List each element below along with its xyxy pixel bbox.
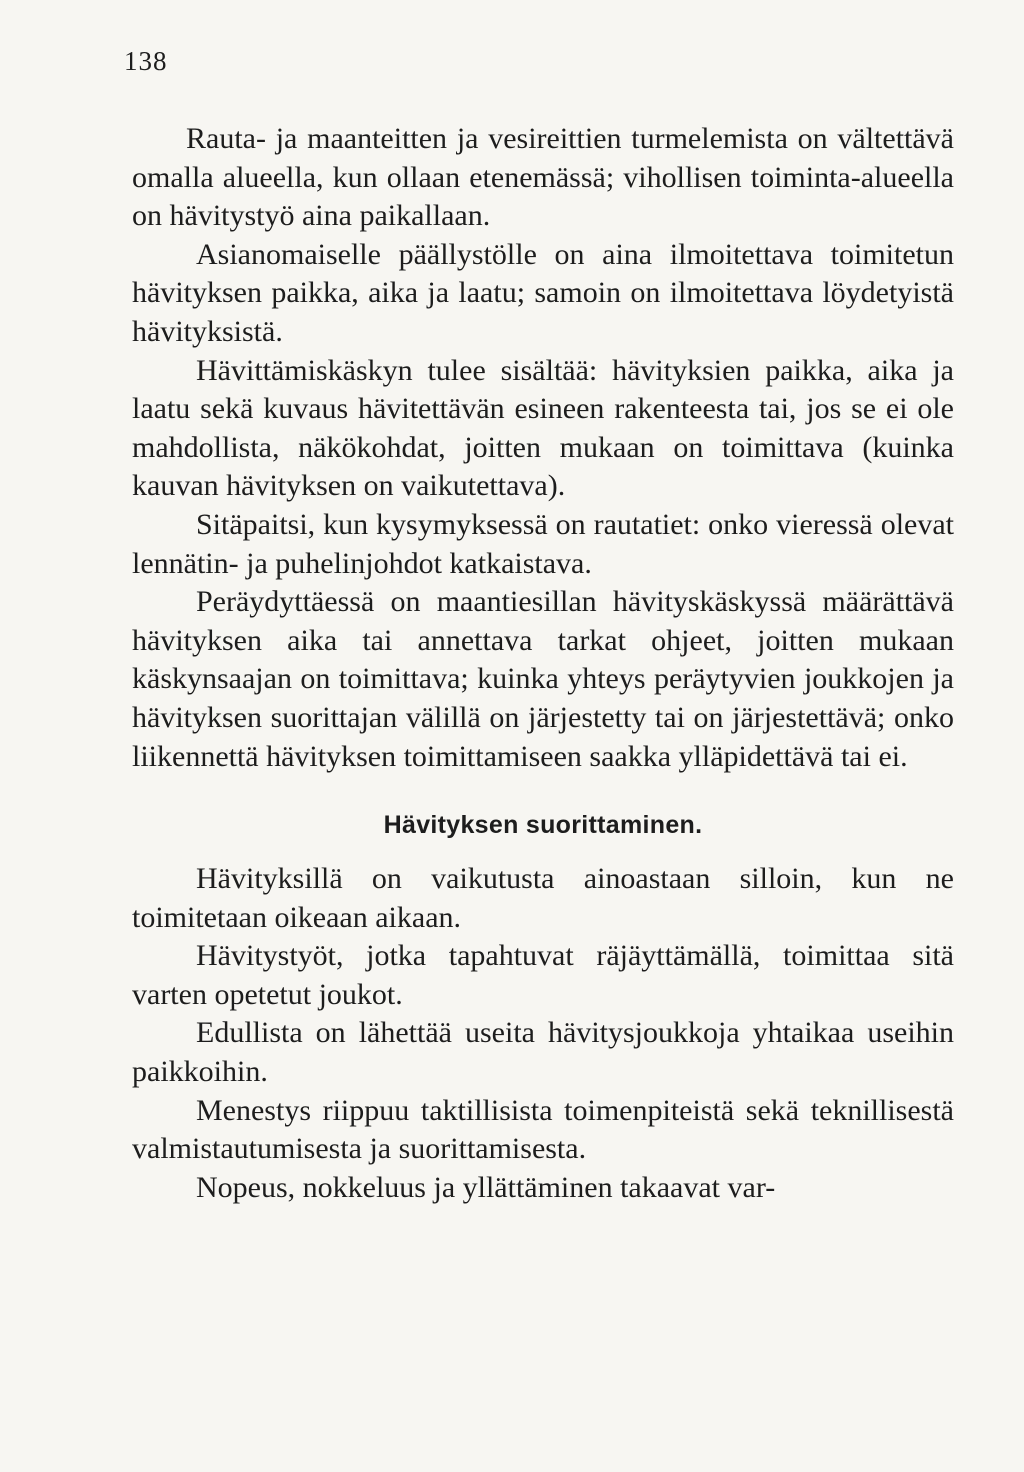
section-paragraph-4: Menestys riippuu taktillisista toimenpiteistä sekä teknillisestä valmistautumisesta ja suorittamisesta. — [132, 1093, 954, 1166]
page-body — [132, 120, 954, 1207]
paragraph-1: Rauta- ja maanteitten ja vesireittien turmelemista on vältettävä omalla alueella, kun ollaan etenemässä; vihollisen toiminta-alueella on hävitystyö aina paikallaan. — [132, 122, 954, 233]
section-paragraph-2: Hävitystyöt, jotka tapahtuvat räjäyttämällä, toimittaa sitä varten opetetut joukot. — [132, 939, 954, 1011]
paragraph-2: Asianomaiselle päällystölle on aina ilmoitettava toimitetun hävityksen paikka, aika ja laatu; samoin on ilmoitettava löydetyistä hävityksistä. — [132, 237, 954, 348]
section-paragraph-1: Hävityksillä on vaikutusta ainoastaan silloin, kun ne toimitetaan oikeaan aikaan. — [132, 862, 954, 934]
section-paragraph-5: Nopeus, nokkeluus ja yllättäminen takaavat var- — [196, 1170, 776, 1204]
section-paragraph-3: Edullista on lähettää useita hävitysjoukkoja yhtaikaa useihin paikkoihin. — [132, 1016, 954, 1089]
paragraph-4: Sitäpaitsi, kun kysymyksessä on rautatiet: onko vieressä olevat lennätin- ja puhelinjohdot katkaistava. — [132, 507, 954, 580]
paragraph-5: Peräydyttäessä on maantiesillan hävityskäskyssä määrättävä hävityksen aika tai annettava tarkat ohjeet, joitten mukaan käskynsaajan on toimittava; kuinka yhteys peräytyvien joukkojen ja hävityksen suorittajan välillä on järjestetty tai on järjestettävä; onko liikennettä hävityksen toimittamiseen saakka ylläpidettävä tai ei. — [132, 585, 954, 773]
page-number: 138 — [124, 46, 168, 76]
paragraph-3: Hävittämiskäskyn tulee sisältää: hävityksien paikka, aika ja laatu sekä kuvaus hävitettävän esineen rakenteesta tai, jos se ei ole mahdollista, näkökohdat, joitten mukaan on toimittava (kuinka kauvan hävityksen on vaikutettava). — [132, 353, 954, 503]
section-heading: Hävityksen suorittaminen. — [383, 811, 703, 840]
